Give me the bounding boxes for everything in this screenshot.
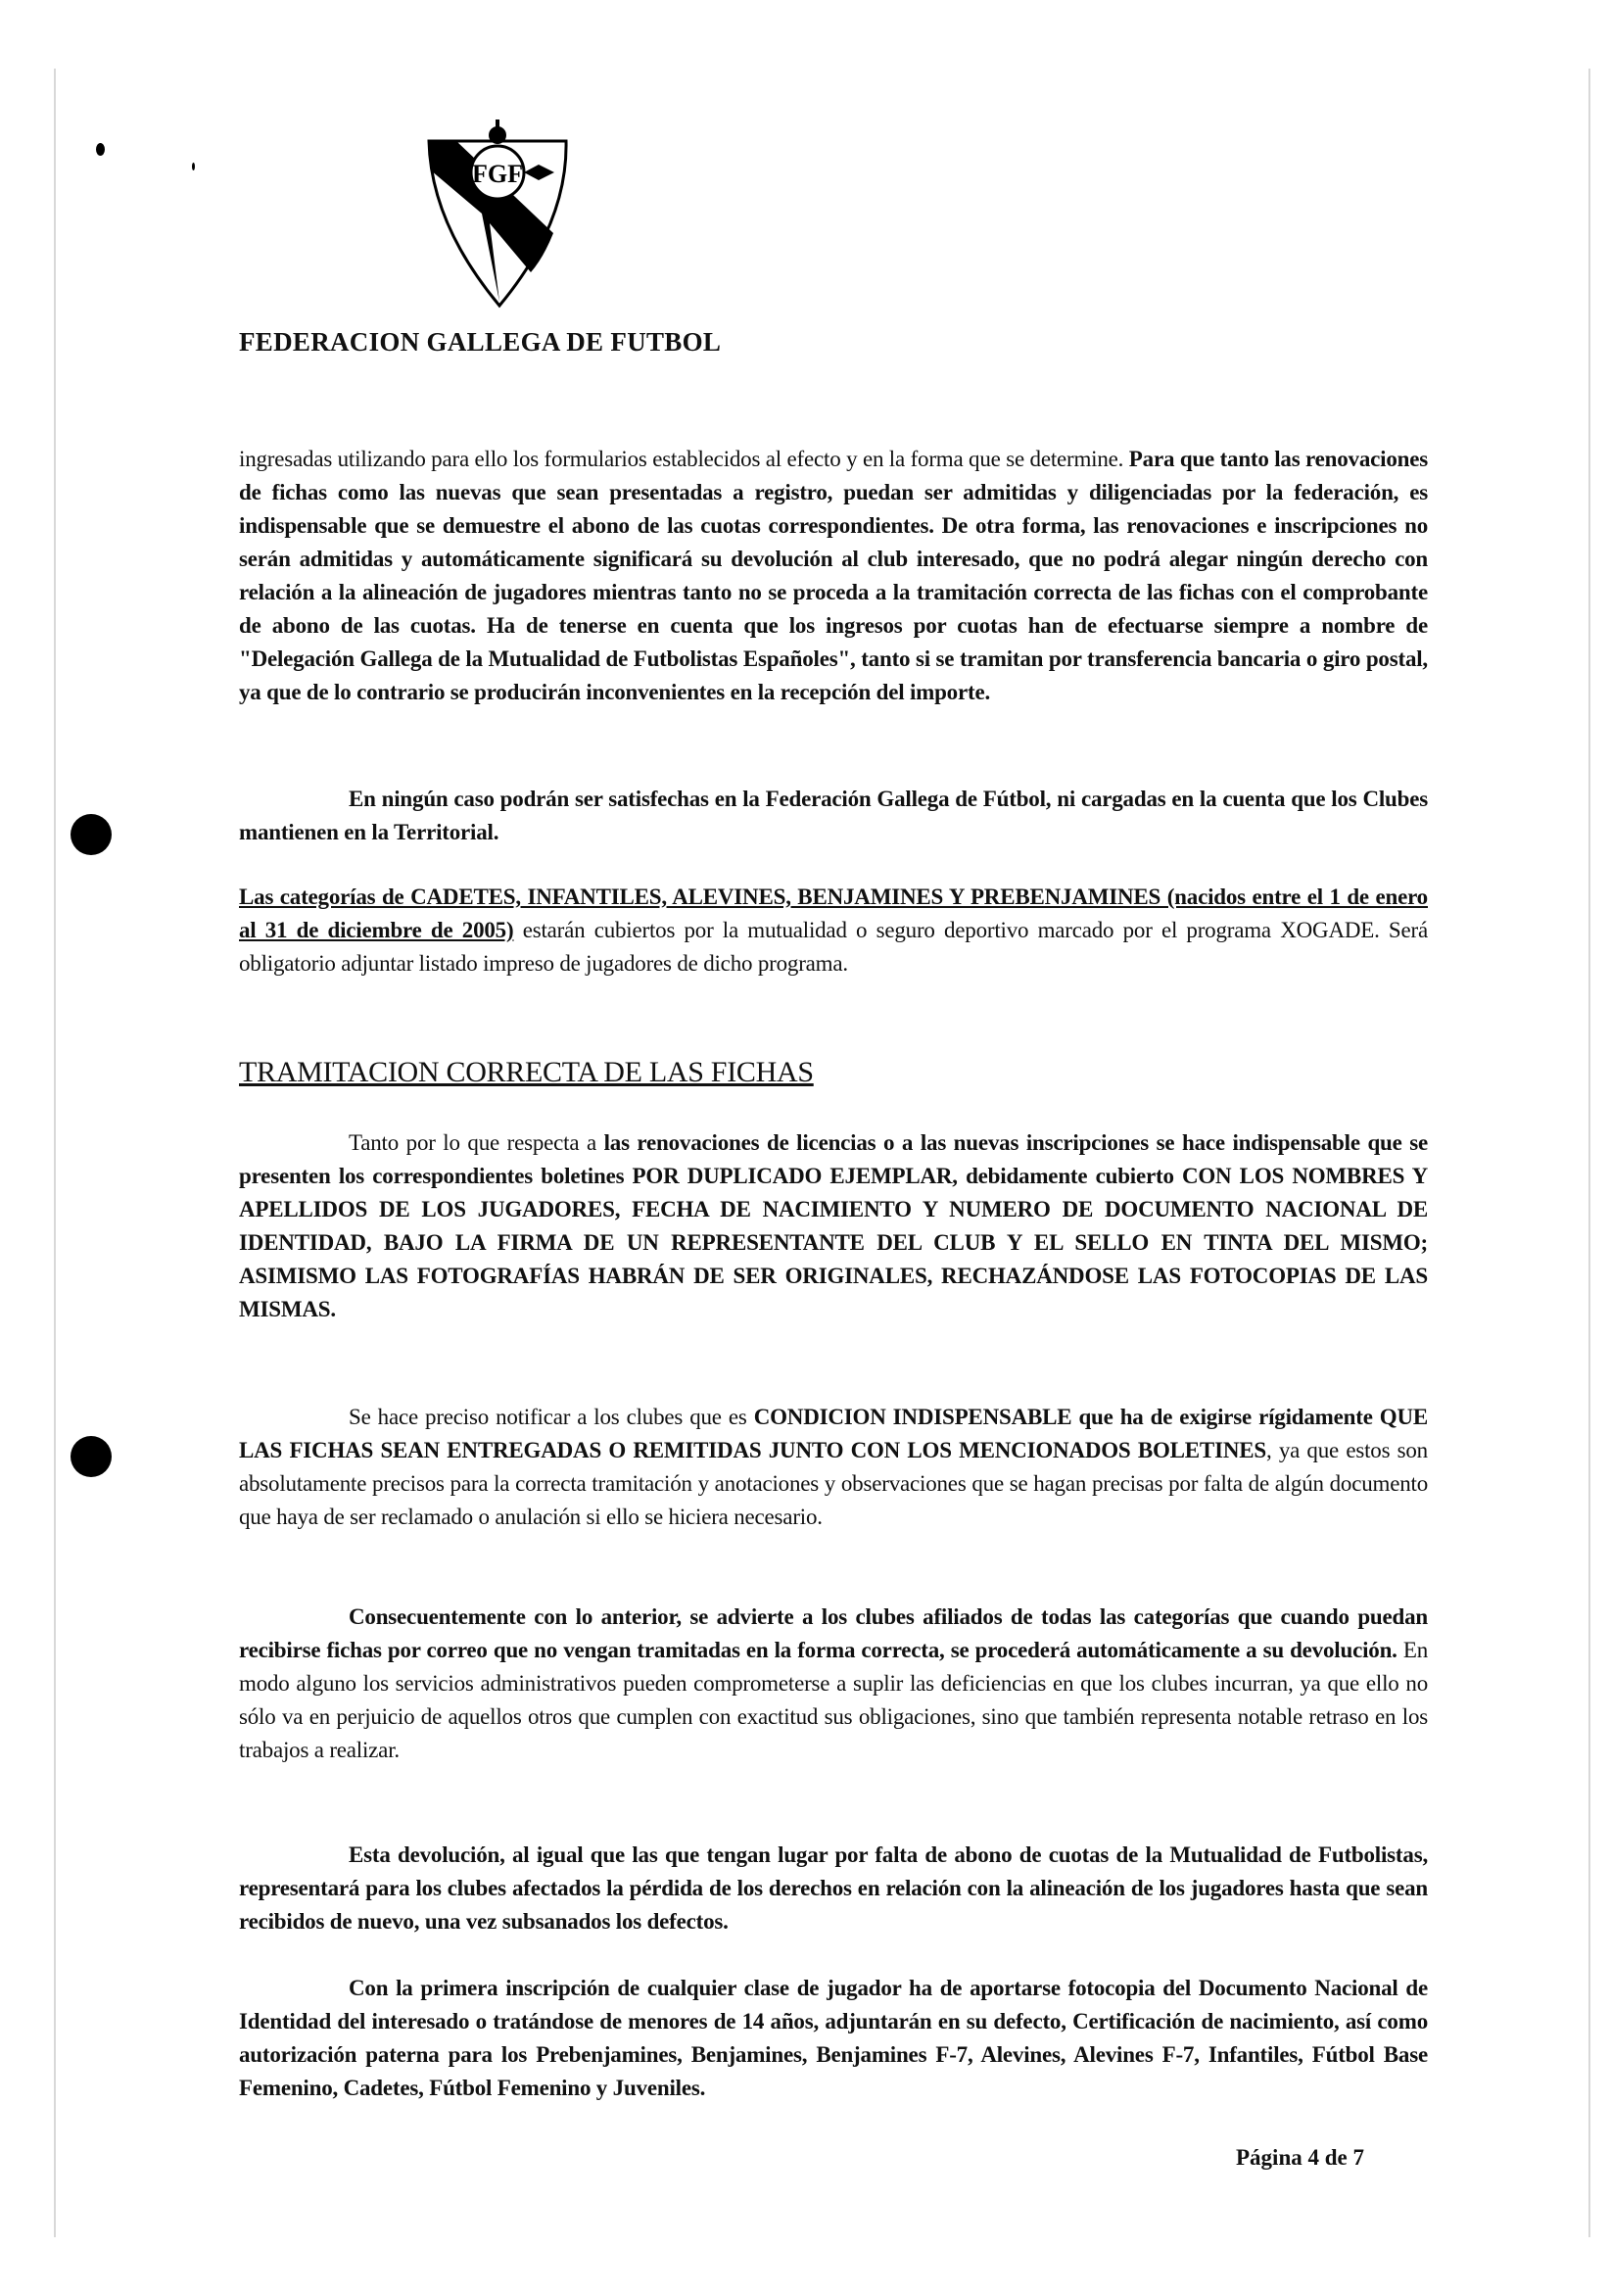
punch-hole [71, 1436, 112, 1477]
text-run: En ningún caso podrán ser satisfechas en la Federación Gallega de Fútbol, ni cargadas en la cuenta que los Clubes mantienen en la Territorial. [239, 787, 1428, 844]
paragraph-condition [239, 1401, 1428, 1534]
punch-hole [96, 143, 105, 156]
text-run: Con la primera inscripción de cualquier clase de jugador ha de aportarse fotocopia del Documento Nacional de Identidad del interesado o tratándose de menores de 14 años, adjuntarán en su defecto, Certificación de nacimiento, así como autorización paterna para los Prebenjamines, Benjamines, Benjamines F-7, Alevines, Alevines F-7, Infantiles, Fútbol Base Femenino, Cadetes, Fútbol Femenino y Juveniles. [239, 1976, 1428, 2100]
text-run: CONDICION INDISPENSABLE que ha de exigirse rígidamente QUE LAS FICHAS SEAN ENTREGADAS O REMITIDAS JUNTO CON LOS MENCIONADOS BOLETINES [239, 1405, 1428, 1462]
punch-hole [192, 163, 195, 170]
paragraph-fees [239, 443, 1428, 709]
text-run: , ya que estos son absolutamente precisos para la correcta tramitación y anotaciones y observaciones que se hagan precisas por falta de algún documento que haya de ser reclamado o anulación si ello se hiciera necesario. [239, 1438, 1428, 1529]
svg-text:FGF: FGF [472, 160, 523, 188]
paragraph-categories [239, 881, 1428, 981]
paragraph-return [239, 1839, 1428, 1938]
text-run: Tanto por lo que respecta a [349, 1130, 604, 1155]
text-run: estarán cubiertos por la mutualidad o seguro deportivo marcado por el programa XOGADE. Será obligatorio adjuntar listado impreso de jugadores de dicho programa. [239, 918, 1428, 976]
text-run: las renovaciones de licencias o a las nuevas inscripciones se hace indispensable que se presenten los correspondientes boletines POR DUPLICADO EJEMPLAR, debidamente cubierto CON LOS NOMBRES Y APELLIDOS DE LOS JUGADORES, FECHA DE NACIMIENTO Y NUMERO DE DOCUMENTO NACIONAL DE IDENTIDAD, BAJO LA FIRMA DE UN REPRESENTANTE DEL CLUB Y EL SELLO EN TINTA DEL MISMO; ASIMISMO LAS FOTOGRAFÍAS HABRÁN DE SER ORIGINALES, RECHAZÁNDOSE LAS FOTOCOPIAS DE LAS MISMAS. [239, 1130, 1428, 1321]
text-run: En modo alguno los servicios administrativos pueden comprometerse a suplir las deficiencias en que los clubes incurran, ya que ello no sólo va en perjuicio de aquellos otros que cumplen con exactitud sus obligaciones, sino que también representa notable retraso en los trabajos a realizar. [239, 1638, 1428, 1762]
paragraph-requirements [239, 1126, 1428, 1326]
punch-hole [71, 814, 112, 855]
organization-title: FEDERACION GALLEGA DE FUTBOL [239, 327, 722, 357]
scan-edge-right [1588, 69, 1590, 2237]
paragraph-territorial [239, 783, 1428, 849]
text-run: Consecuentemente con lo anterior, se advierte a los clubes afiliados de todas las categorías que cuando puedan recibirse fichas por correo que no vengan tramitadas en la forma correcta, se procederá automáticamente a su devolución. [239, 1604, 1428, 1662]
scan-edge-left [54, 69, 56, 2237]
text-run: Se hace preciso notificar a los clubes que es [349, 1405, 754, 1429]
text-run: Para que tanto las renovaciones de fichas como las nuevas que sean presentadas a registro, puedan ser admitidas y diligenciadas por la federación, es indispensable que se demuestre el abono de las cuotas correspondientes. De otra forma, las renovaciones e inscripciones no serán admitidas y automáticamente significará su devolución al club interesado, que no podrá alegar ningún derecho con relación a la alineación de jugadores mientras tanto no se proceda a la tramitación correcta de las fichas con el comprobante de abono de las cuotas. Ha de tenerse en cuenta que los ingresos por cuotas han de efectuarse siempre a nombre de "Delegación Gallega de la Mutualidad de Futbolistas Españoles", tanto si se tramitan por transferencia bancaria o giro postal, ya que de lo contrario se producirán inconvenientes en la recepción del importe. [239, 447, 1428, 704]
paragraph-first-registration [239, 1972, 1428, 2105]
text-run: ingresadas utilizando para ello los formularios establecidos al efecto y en la forma que se determine. [239, 447, 1129, 471]
section-heading: TRAMITACION CORRECTA DE LAS FICHAS [239, 1056, 814, 1088]
text-run: Esta devolución, al igual que las que tengan lugar por falta de abono de cuotas de la Mutualidad de Futbolistas, representará para los clubes afectados la pérdida de los derechos en relación con la alineación de los jugadores hasta que sean recibidos de nuevo, una vez subsanados los defectos. [239, 1842, 1428, 1934]
text-run: Las categorías de CADETES, INFANTILES, ALEVINES, BENJAMINES Y PREBENJAMINES (nacidos entre el 1 de enero al 31 de diciembre de 2005) [239, 885, 1428, 942]
page-number: Página 4 de 7 [1236, 2145, 1364, 2170]
federation-logo [421, 116, 578, 316]
paragraph-consequences [239, 1601, 1428, 1767]
